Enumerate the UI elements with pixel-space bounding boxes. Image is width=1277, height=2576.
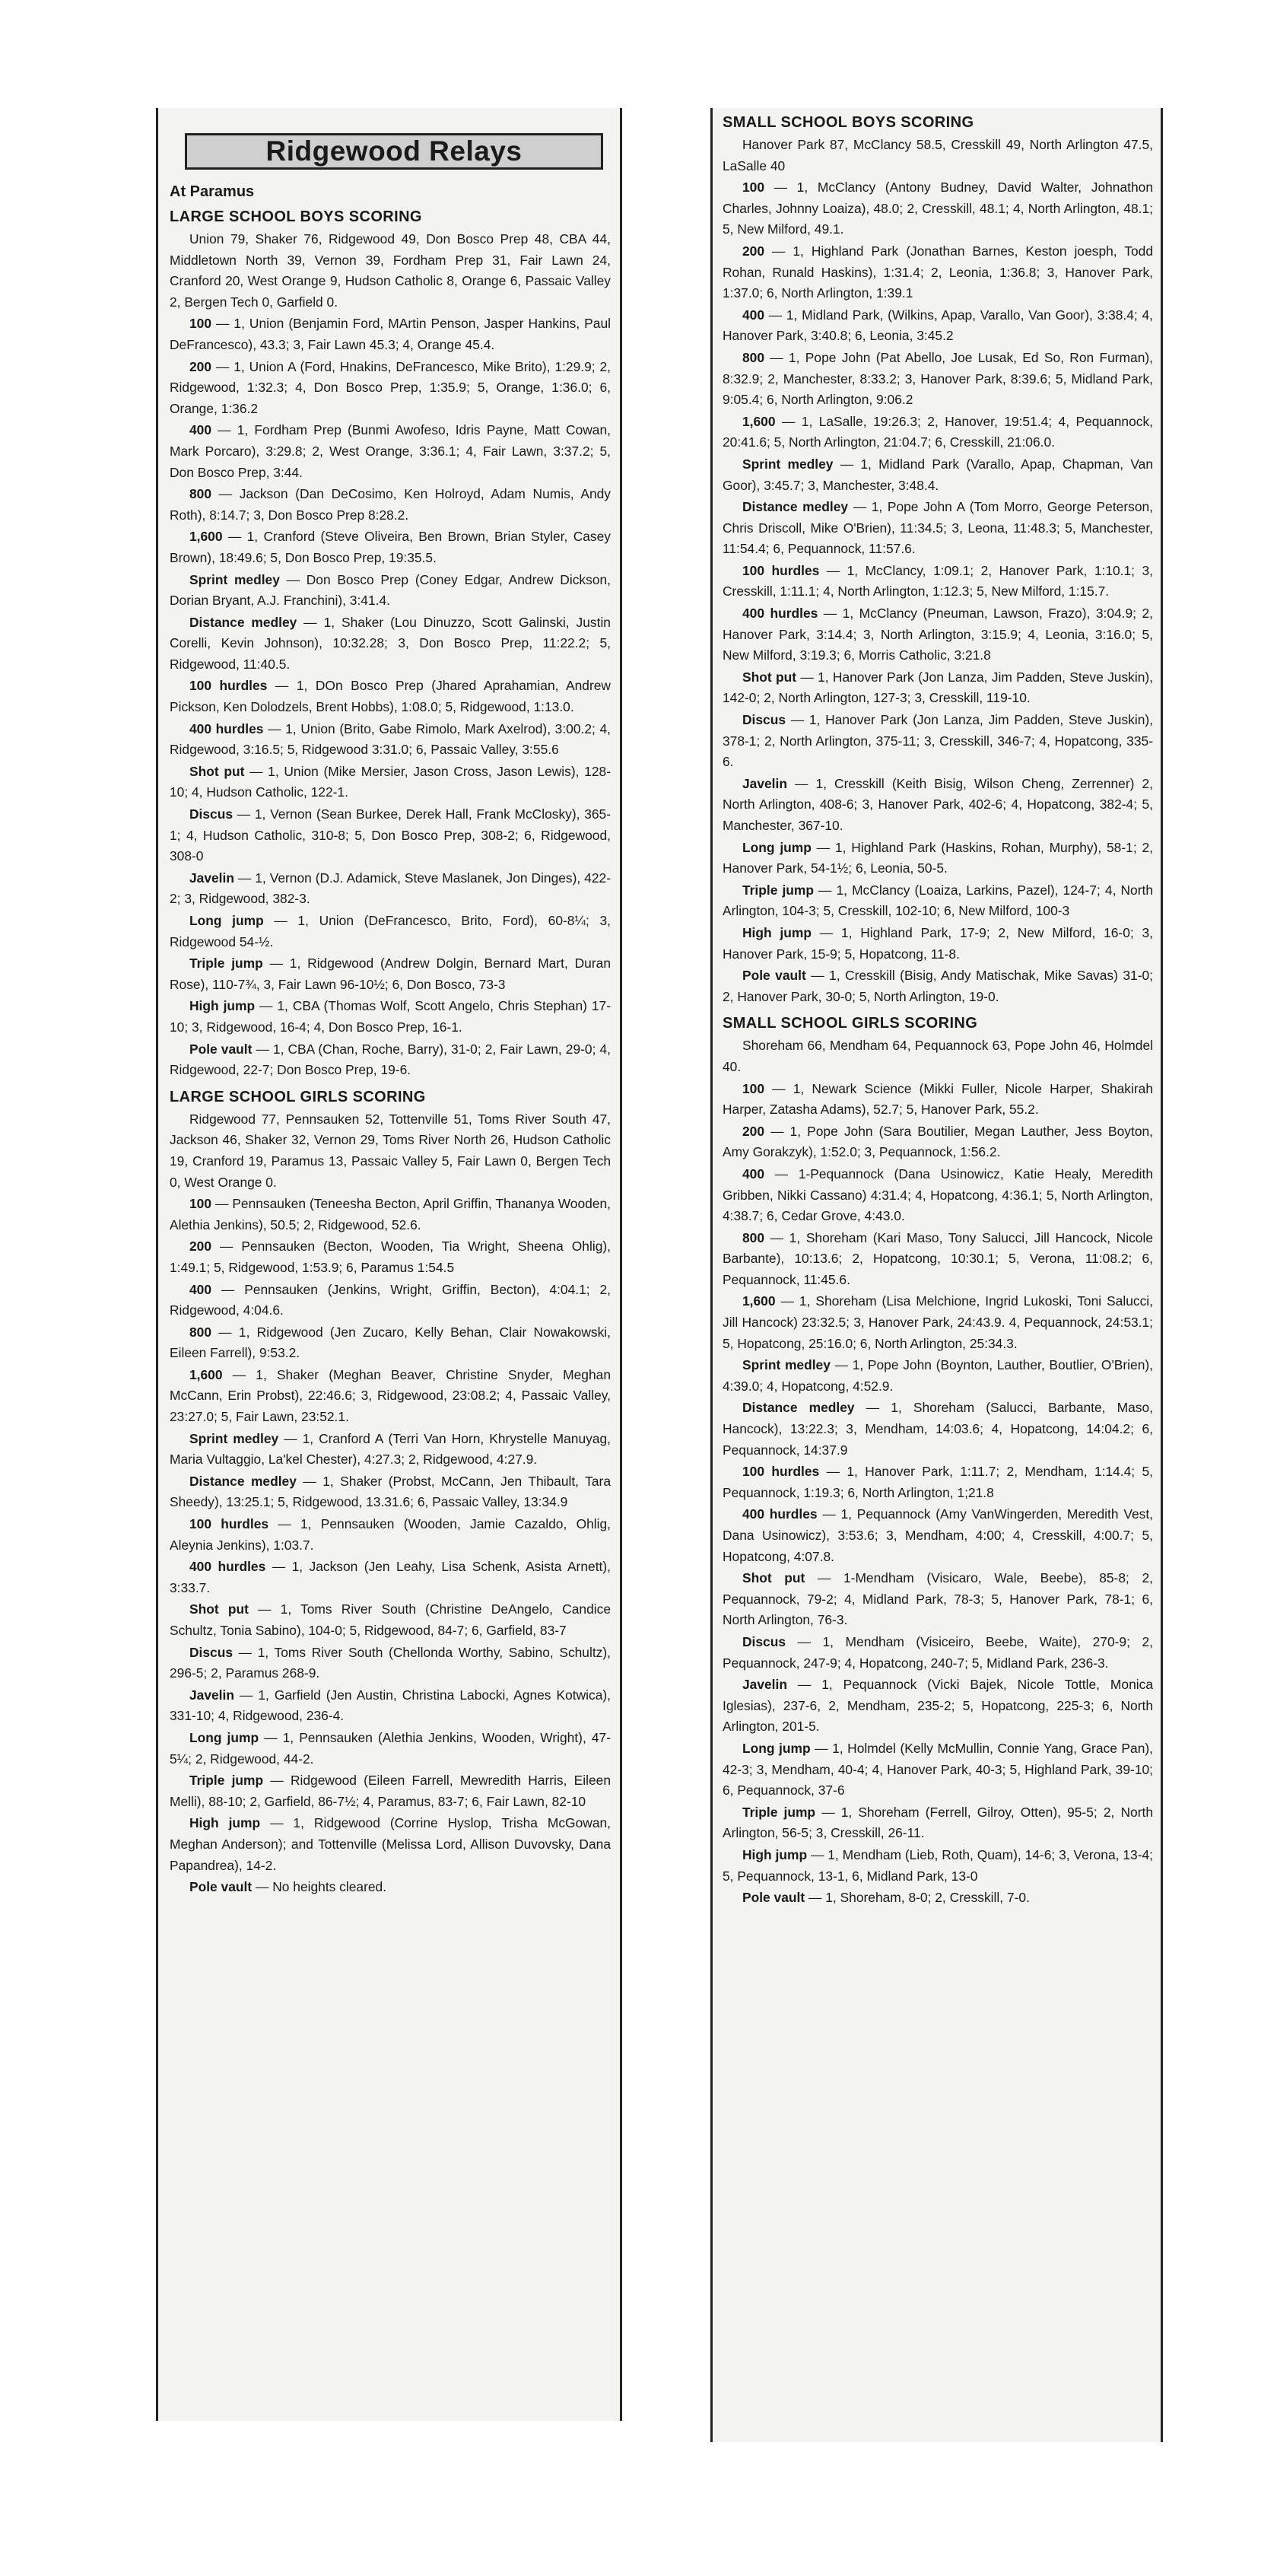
event-result: [170, 804, 611, 867]
event-result: [170, 612, 611, 676]
event-name: 100 hurdles: [189, 678, 268, 694]
event-text: — 1, Shoreham (Lisa Melchione, Ingrid Lukoski, Toni Salucci, Jill Hancock) 23:32.5; 3, Hanover Park, 24:43.9. 4, Pequannock, 24:53.1; 5, Hopatcong, 25:16.0; 6, North Arlington, 25:34.3.: [723, 1293, 1153, 1351]
event-name: Distance medley: [189, 1473, 297, 1489]
right-column: [710, 108, 1162, 2442]
event-name: Long jump: [742, 839, 812, 855]
event-result: [170, 911, 611, 952]
event-name: 400: [742, 1166, 765, 1181]
event-result: [170, 1322, 611, 1364]
team-scoring-paragraph: [170, 229, 611, 313]
event-name: 400 hurdles: [742, 606, 818, 622]
event-text: — 1, Cranford A (Terri Van Horn, Khrystelle Manuyag, Maria Vultaggio, La'kel Chester), 4:27.3; 2, Ridgewood, 4:27.9.: [170, 1430, 611, 1468]
event-name: Javelin: [189, 870, 234, 886]
event-result: [170, 1685, 611, 1727]
event-result: [723, 1632, 1153, 1674]
event-text: — 1, Ridgewood (Corrine Hyslop, Trisha McGowan, Meghan Anderson); and Tottenville (Melissa Lord, Allison Duvovsky, Dana Papandrea), 14-2.: [170, 1815, 611, 1873]
event-name: 1,600: [742, 413, 776, 429]
event-text: — Pennsauken (Jenkins, Wright, Griffin, Becton), 4:04.1; 2, Ridgewood, 4:04.6.: [170, 1281, 611, 1318]
event-name: 1,600: [189, 529, 223, 545]
event-text: — 1, Vernon (D.J. Adamick, Steve Maslanek, Jon Dinges), 422-2; 3, Ridgewood, 382-3.: [170, 870, 611, 907]
event-result: [723, 497, 1153, 560]
event-name: 100: [742, 1080, 765, 1096]
team-scoring-paragraph: [723, 1035, 1153, 1077]
event-name: Javelin: [742, 1677, 787, 1693]
event-text: — 1, Cresskill (Keith Bisig, Wilson Cheng, Zerrenner) 2, North Arlington, 408-6; 3, Hanover Park, 402-6; 4, Hopatcong, 382-4; 5, Manchester, 367-10.: [723, 775, 1153, 833]
event-result: [723, 305, 1153, 347]
event-name: High jump: [189, 998, 256, 1014]
event-result: [723, 1291, 1153, 1354]
event-name: High jump: [742, 1846, 808, 1862]
dateline: At Paramus: [170, 183, 255, 200]
event-result: [723, 1398, 1153, 1461]
section-heading: LARGE SCHOOL BOYS SCORING: [170, 208, 422, 225]
event-result: [723, 1802, 1153, 1844]
event-result: [170, 1429, 611, 1471]
event-name: High jump: [189, 1815, 261, 1831]
headline-banner: Ridgewood Relays: [185, 133, 603, 170]
event-text: — 1, Pope John A (Tom Morro, George Peterson, Chris Driscoll, Mike O'Brien), 11:34.5; 3, Leona, 11:48.3; 5, Manchester, 11:54.4; 6, Pequannock, 11:57.6.: [723, 499, 1153, 557]
left-column-body: [170, 208, 611, 1898]
event-result: [723, 1504, 1153, 1567]
section-heading: SMALL SCHOOL BOYS SCORING: [723, 114, 974, 131]
event-text: — 1, Highland Park (Jonathan Barnes, Keston joesph, Todd Rohan, Runald Haskins), 1:31.4; 2, Leonia, 1:36.8; 3, Hanover Park, 1:37.0; 6, North Arlington, 1:39.1: [723, 243, 1153, 301]
event-name: Discus: [742, 1633, 786, 1649]
event-name: 800: [189, 486, 212, 502]
event-result: [170, 719, 611, 761]
event-text: — 1, Ridgewood (Jen Zucaro, Kelly Behan, Clair Nowakowski, Eileen Farrell), 9:53.2.: [170, 1324, 611, 1361]
event-name: 400 hurdles: [189, 720, 264, 736]
event-text: — 1, Cranford (Steve Oliveira, Ben Brown, Brian Styler, Casey Brown), 18:49.6; 5, Don Bosco Prep, 19:35.5.: [170, 529, 611, 565]
event-name: Pole vault: [189, 1041, 253, 1057]
event-result: [723, 838, 1153, 879]
event-text: — 1, Midland Park (Varallo, Apap, Chapman, Van Goor), 3:45.7; 3, Manchester, 3:48.4.: [723, 456, 1153, 493]
event-result: [170, 1877, 611, 1898]
event-text: — 1, DOn Bosco Prep (Jhared Aprahamian, Andrew Pickson, Ken Dolodzels, Brent Hobbs), 1:08.0; 5, Ridgewood, 1:13.0.: [170, 678, 611, 715]
event-text: — 1, Garfield (Jen Austin, Christina Labocki, Agnes Kotwica), 331-10; 4, Ridgewood, 236-4.: [170, 1687, 611, 1724]
event-text: — 1, Highland Park (Haskins, Rohan, Murphy), 58-1; 2, Hanover Park, 54-1½; 6, Leonia, 50-5.: [723, 839, 1153, 876]
event-name: Javelin: [189, 1687, 234, 1703]
event-text: — 1, McClancy (Antony Budney, David Walter, Johnathon Charles, Johnny Loaiza), 48.0; 2, Cresskill, 48.1; 4, North Arlington, 48.1; 5, New Milford, 49.1.: [723, 180, 1153, 237]
event-result: [723, 923, 1153, 965]
event-result: [170, 1280, 611, 1321]
event-text: — 1, Shaker (Meghan Beaver, Christine Snyder, Meghan McCann, Erin Probst), 22:46.6; 3, Ridgewood, 23:08.2; 4, Passaic Valley, 23:27.0; 5, Fair Lawn, 23:52.1.: [170, 1366, 611, 1425]
event-text: — Ridgewood (Eileen Farrell, Mewredith Harris, Eileen Melli), 88-10; 2, Garfield, 86-7½; 4, Paramus, 83-7; 6, Fair Lawn, 82-10: [170, 1773, 611, 1809]
event-result: [170, 313, 611, 355]
event-result: [723, 1674, 1153, 1738]
event-text: Shoreham 66, Mendham 64, Pequannock 63, Pope John 46, Holmdel 40.: [723, 1038, 1153, 1074]
event-name: Triple jump: [189, 956, 263, 972]
event-text: — 1, Toms River South (Christine DeAngelo, Candice Schultz, Tonia Sabino), 104-0; 5, Ridgewood, 84-7; 6, Garfield, 83-7: [170, 1601, 611, 1638]
event-name: Sprint medley: [742, 1357, 831, 1373]
event-text: — 1, Hanover Park (Jon Lanza, Jim Padden, Steve Juskin), 378-1; 2, North Arlington, 375-11; 3, Cresskill, 346-7; 4, Hopatcong, 335-6.: [723, 712, 1153, 770]
event-text: — 1, Union (Mike Mersier, Jason Cross, Jason Lewis), 128-10; 4, Hudson Catholic, 122-1.: [170, 763, 611, 800]
event-text: — 1-Pequannock (Dana Usinowicz, Katie Healy, Meredith Gribben, Nikki Cassano) 4:31.4; 4, Hopatcong, 4:36.1; 5, North Arlington, 4:38.7; 6, Cedar Grove, 4:43.0.: [723, 1166, 1153, 1224]
event-text: — 1, Highland Park, 17-9; 2, New Milford, 16-0; 3, Hanover Park, 15-9; 5, Hopatcong, 11-8.: [723, 924, 1153, 962]
event-result: [723, 667, 1153, 709]
event-result: [170, 1813, 611, 1876]
event-result: [170, 1599, 611, 1641]
event-text: — 1, Hanover Park, 1:11.7; 2, Mendham, 1:14.4; 5, Pequannock, 1:19.3; 6, North Arlington, 1;21.8: [723, 1464, 1153, 1500]
event-text: — 1, Pope John (Boynton, Lauther, Boutlier, O'Brien), 4:39.0; 4, Hopatcong, 4:52.9.: [723, 1357, 1153, 1394]
event-result: [170, 570, 611, 612]
event-name: Shot put: [189, 1601, 249, 1617]
event-text: — 1, Pope John (Sara Boutilier, Megan Lauther, Jess Boyton, Amy Gorakzyk), 1:52.0; 3, Pequannock, 1:56.2.: [723, 1123, 1153, 1160]
event-text: Ridgewood 77, Pennsauken 52, Tottenville 51, Toms River South 47, Jackson 46, Shaker 32, Vernon 29, Toms River North 26, Hudson Catholic 19, Cranford 19, Paramus 13, Passaic Valley 5, Fair Lawn 0, Bergen Tech 0, West Orange 0.: [170, 1111, 611, 1190]
event-name: 400 hurdles: [742, 1506, 818, 1522]
event-result: [170, 1194, 611, 1236]
event-name: Discus: [189, 806, 233, 822]
event-name: Shot put: [189, 763, 245, 779]
event-name: 200: [189, 358, 212, 374]
event-name: 200: [189, 1239, 212, 1255]
event-text: — 1, LaSalle, 19:26.3; 2, Hanover, 19:51.4; 4, Pequannock, 20:41.6; 5, North Arlington, 21:04.7; 6, Cresskill, 21:06.0.: [723, 413, 1153, 450]
event-name: 100: [189, 1196, 212, 1212]
event-text: — 1, Holmdel (Kelly McMullin, Connie Yang, Grace Pan), 42-3; 3, Mendham, 40-4; 4, Hanover Park, 40-3; 5, Highland Park, 39-10; 6, Pequannock, 37-6: [723, 1740, 1153, 1798]
event-text: — 1, Jackson (Jen Leahy, Lisa Schenk, Asista Arnett), 3:33.7.: [170, 1559, 611, 1595]
event-text: — Pennsauken (Teneesha Becton, April Griffin, Thananya Wooden, Alethia Jenkins), 50.5; 2, Ridgewood, 52.6.: [170, 1196, 611, 1232]
event-name: Pole vault: [742, 968, 806, 984]
right-column-body: [723, 114, 1153, 1909]
event-result: [723, 412, 1153, 453]
event-result: [170, 1514, 611, 1556]
left-column: [156, 108, 621, 2421]
event-result: [723, 561, 1153, 603]
event-text: — 1, Mendham (Visiceiro, Beebe, Waite), 270-9; 2, Pequannock, 247-9; 4, Hopatcong, 240-7; 5, Midland Park, 236-3.: [723, 1633, 1153, 1671]
event-result: [170, 676, 611, 717]
event-name: 100 hurdles: [742, 562, 820, 578]
event-result: [170, 526, 611, 568]
event-result: [170, 357, 611, 420]
event-result: [723, 1164, 1153, 1227]
event-text: — 1, Vernon (Sean Burkee, Derek Hall, Frank McClosky), 365-1; 4, Hudson Catholic, 310-8; 5, Don Bosco Prep, 308-2; 6, Ridgewood, 308-0: [170, 806, 611, 864]
event-text: — 1, McClancy, 1:09.1; 2, Hanover Park, 1:10.1; 3, Cresskill, 1:11.1; 4, North Arlington, 1:12.3; 5, New Milford, 1:15.7.: [723, 562, 1153, 599]
event-result: [170, 1770, 611, 1812]
event-text: — 1, Pequannock (Amy VanWingerden, Meredith Vest, Dana Usinowicz), 3:53.6; 3, Mendham, 4:00; 4, Cresskill, 4:00.7; 5, Hopatcong, 4:07.8.: [723, 1506, 1153, 1564]
event-name: Pole vault: [742, 1890, 805, 1906]
right-column-rule-right: [1161, 108, 1163, 2442]
event-result: [723, 965, 1153, 1007]
event-name: Javelin: [742, 775, 787, 791]
team-scoring-paragraph: [170, 1109, 611, 1193]
event-text: — 1, Union (Benjamin Ford, MArtin Penson, Jasper Hankins, Paul DeFrancesco), 43.3; 3, Fair Lawn 45.3; 4, Orange 45.4.: [170, 316, 611, 352]
event-text: — 1, Hanover Park (Jon Lanza, Jim Padden, Steve Juskin), 142-0; 2, North Arlington, 127-3; 3, Cresskill, 119-10.: [723, 669, 1153, 706]
event-name: Triple jump: [742, 1804, 816, 1820]
event-name: 800: [742, 1229, 765, 1245]
event-name: 100: [742, 180, 765, 196]
event-name: Distance medley: [742, 1400, 855, 1416]
event-name: Sprint medley: [189, 1430, 279, 1446]
event-text: — 1, Cresskill (Bisig, Andy Matischak, Mike Savas) 31-0; 2, Hanover Park, 30-0; 5, North Arlington, 19-0.: [723, 968, 1153, 1004]
event-name: 400 hurdles: [189, 1559, 266, 1575]
event-text: — 1, Toms River South (Chellonda Worthy, Sabino, Schultz), 296-5; 2, Paramus 268-9.: [170, 1644, 611, 1681]
event-name: Sprint medley: [742, 456, 834, 472]
event-result: [723, 1845, 1153, 1887]
event-result: [170, 1728, 611, 1770]
event-text: — 1, Shoreham (Salucci, Barbante, Maso, Hancock), 13:22.3; 3, Mendham, 14:03.6; 4, Hopatcong, 14:04.2; 6, Pequannock, 14:37.9: [723, 1400, 1154, 1458]
event-name: Triple jump: [742, 882, 814, 898]
event-name: Triple jump: [189, 1773, 264, 1789]
event-name: Discus: [189, 1644, 233, 1660]
event-name: Discus: [742, 712, 786, 728]
event-text: — 1, Union (DeFrancesco, Brito, Ford), 60-8¼; 3, Ridgewood 54-½.: [170, 913, 611, 949]
event-text: — 1-Mendham (Visicaro, Wale, Beebe), 85-8; 2, Pequannock, 79-2; 4, Midland Park, 78-3; 5, Hanover Park, 78-1; 6, North Arlington, 76-3.: [723, 1570, 1153, 1628]
event-result: [723, 1887, 1153, 1909]
event-result: [723, 454, 1153, 496]
event-text: — 1, Fordham Prep (Bunmi Awofeso, Idris Payne, Matt Cowan, Mark Porcaro), 3:29.8; 2, West Orange, 3:36.1; 4, Fair Lawn, 3:37.2; 5, Don Bosco Prep, 3:44.: [170, 422, 611, 480]
event-name: Distance medley: [189, 614, 297, 630]
event-name: 400: [189, 1281, 212, 1297]
event-result: [170, 1039, 611, 1081]
event-text: — 1, Shaker (Probst, McCann, Jen Thibault, Tara Sheedy), 13:25.1; 5, Ridgewood, 13.31.6; 6, Passaic Valley, 13:34.9: [170, 1473, 611, 1510]
event-name: Distance medley: [742, 499, 849, 515]
event-name: 800: [189, 1324, 212, 1340]
event-text: — 1, Pennsauken (Alethia Jenkins, Wooden, Wright), 47-5¼; 2, Ridgewood, 44-2.: [170, 1729, 611, 1767]
event-name: 200: [742, 243, 765, 259]
event-result: [723, 348, 1153, 411]
event-result: [723, 1228, 1153, 1291]
event-name: Pole vault: [189, 1879, 253, 1895]
event-name: Long jump: [189, 1729, 259, 1745]
event-text: — Jackson (Dan DeCosimo, Ken Holroyd, Adam Numis, Andy Roth), 8:14.7; 3, Don Bosco Prep 8:28.2.: [170, 486, 611, 523]
event-result: [170, 1557, 611, 1598]
event-name: 200: [742, 1123, 765, 1139]
event-name: Long jump: [189, 913, 264, 928]
event-result: [723, 1738, 1153, 1802]
event-text: — 1, McClancy (Pneuman, Lawson, Frazo), 3:04.9; 2, Hanover Park, 3:14.4; 3, North Arlington, 3:15.9; 4, Leonia, 3:16.0; 5, New Milford, 3:19.3; 6, Morris Catholic, 3:21.8: [723, 606, 1153, 663]
event-text: — No heights cleared.: [252, 1879, 387, 1895]
event-text: — 1, Newark Science (Mikki Fuller, Nicole Harper, Shakirah Harper, Zatasha Adams), 52.7; 5, Hanover Park, 55.2.: [723, 1080, 1153, 1118]
section-heading: LARGE SCHOOL GIRLS SCORING: [170, 1088, 426, 1105]
event-name: Long jump: [742, 1740, 811, 1756]
event-result: [170, 1471, 611, 1513]
event-result: [723, 880, 1153, 922]
event-text: — 1, Shaker (Lou Dinuzzo, Scott Galinski, Justin Corelli, Kevin Johnson), 10:32.28; 3, Don Bosco Prep, 11:22.2; 5, Ridgewood, 11:40.5.: [170, 614, 611, 672]
event-text: — 1, Midland Park, (Wilkins, Apap, Varallo, Van Goor), 3:38.4; 4, Hanover Park, 3:40.8; 6, Leonia, 3:45.2: [723, 307, 1153, 344]
event-name: Shot put: [742, 1570, 805, 1586]
section-heading: SMALL SCHOOL GIRLS SCORING: [723, 1015, 978, 1032]
event-text: — Don Bosco Prep (Coney Edgar, Andrew Dickson, Dorian Bryant, A.J. Franchini), 3:41.4.: [170, 571, 611, 609]
event-name: 1,600: [742, 1293, 776, 1309]
event-text: — 1, CBA (Chan, Roche, Barry), 31-0; 2, Fair Lawn, 29-0; 4, Ridgewood, 22-7; Don Bosco Prep, 19-6.: [170, 1041, 611, 1078]
event-result: [723, 1461, 1153, 1503]
event-text: — 1, Ridgewood (Andrew Dolgin, Bernard Mart, Duran Rose), 110-7¾, 3, Fair Lawn 96-10½; 6, Don Bosco, 73-3: [170, 956, 611, 992]
event-result: [723, 774, 1153, 837]
event-text: Hanover Park 87, McClancy 58.5, Cresskill 49, North Arlington 47.5, LaSalle 40: [723, 137, 1153, 173]
event-text: — 1, Union A (Ford, Hnakins, DeFrancesco, Mike Brito), 1:29.9; 2, Ridgewood, 1:32.3; 4, Don Bosco Prep, 1:35.9; 5, Orange, 1:36.0; 6, Orange, 1:36.2: [170, 358, 611, 416]
event-result: [723, 241, 1153, 304]
event-name: Sprint medley: [189, 571, 280, 587]
event-text: — 1, Shoreham (Kari Maso, Tony Salucci, Jill Hancock, Nicole Barbante), 10:13.6; 2, Hopatcong, 10:30.1; 5, Verona, 11:08.2; 6, Pequannock, 11:45.6.: [723, 1229, 1153, 1287]
event-text: — 1, Mendham (Lieb, Roth, Quam), 14-6; 3, Verona, 13-4; 5, Pequannock, 13-1, 6, Midland Park, 13-0: [723, 1846, 1153, 1884]
event-name: 100 hurdles: [742, 1464, 820, 1480]
event-text: — 1, CBA (Thomas Wolf, Scott Angelo, Chris Stephan) 17-10; 3, Ridgewood, 16-4; 4, Don Bosco Prep, 16-1.: [170, 998, 611, 1035]
event-result: [170, 420, 611, 483]
event-name: 100 hurdles: [189, 1516, 269, 1532]
event-name: 400: [189, 422, 212, 438]
event-result: [723, 1121, 1153, 1163]
event-result: [723, 603, 1153, 666]
event-result: [723, 1568, 1153, 1631]
event-name: High jump: [742, 924, 812, 940]
event-text: Union 79, Shaker 76, Ridgewood 49, Don Bosco Prep 48, CBA 44, Middletown North 39, Vernon 39, Fordham Prep 31, Fair Lawn 24, Cranford 20, West Orange 9, Hudson Catholic 8, Orange 6, Passaic Valley 2, Bergen Tech 0, Garfield 0.: [170, 231, 611, 310]
event-text: — Pennsauken (Becton, Wooden, Tia Wright, Sheena Ohlig), 1:49.1; 5, Ridgewood, 1:53.9; 6, Paramus 1:54.5: [170, 1239, 611, 1275]
event-result: [170, 868, 611, 910]
event-text: — 1, Union (Brito, Gabe Rimolo, Mark Axelrod), 3:00.2; 4, Ridgewood, 3:16.5; 5, Ridgewood 3:31.0; 6, Passaic Valley, 3:55.6: [170, 720, 611, 758]
event-result: [170, 484, 611, 526]
right-column-rule: [710, 108, 713, 2442]
event-result: [170, 953, 611, 995]
event-text: — 1, Pequannock (Vicki Bajek, Nicole Tottle, Monica Iglesias), 237-6, 2, Mendham, 235-2; 5, Hopatcong, 225-3; 6, North Arlington, 201-5.: [723, 1677, 1153, 1735]
team-scoring-paragraph: [723, 135, 1153, 177]
event-result: [723, 1079, 1153, 1121]
event-result: [170, 762, 611, 803]
event-name: 1,600: [189, 1366, 223, 1382]
left-column-rule-right: [620, 108, 622, 2421]
event-name: Shot put: [742, 669, 797, 685]
event-text: — 1, Pennsauken (Wooden, Jamie Cazaldo, Ohlig, Aleynia Jenkins), 1:03.7.: [170, 1516, 611, 1553]
event-result: [170, 1365, 611, 1428]
event-result: [170, 1236, 611, 1278]
event-text: — 1, Shoreham, 8-0; 2, Cresskill, 7-0.: [805, 1890, 1030, 1906]
event-result: [170, 996, 611, 1038]
event-text: — 1, Pope John (Pat Abello, Joe Lusak, Ed So, Ron Furman), 8:32.9; 2, Manchester, 8:33.2; 3, Hanover Park, 8:39.6; 5, Midland Park, 9:05.4; 6, North Arlington, 9:06.2: [723, 349, 1153, 408]
event-result: [723, 710, 1153, 773]
event-name: 100: [189, 316, 212, 332]
event-name: 800: [742, 349, 765, 365]
left-column-rule: [156, 108, 158, 2421]
event-result: [723, 177, 1153, 240]
event-result: [170, 1643, 611, 1684]
event-text: — 1, Shoreham (Ferrell, Gilroy, Otten), 95-5; 2, North Arlington, 56-5; 3, Cresskill, 26-11.: [723, 1804, 1153, 1841]
event-text: — 1, McClancy (Loaiza, Larkins, Pazel), 124-7; 4, North Arlington, 104-3; 5, Cresskill, 102-10; 6, New Milford, 100-3: [723, 882, 1153, 919]
event-name: 400: [742, 307, 765, 323]
event-result: [723, 1355, 1153, 1397]
